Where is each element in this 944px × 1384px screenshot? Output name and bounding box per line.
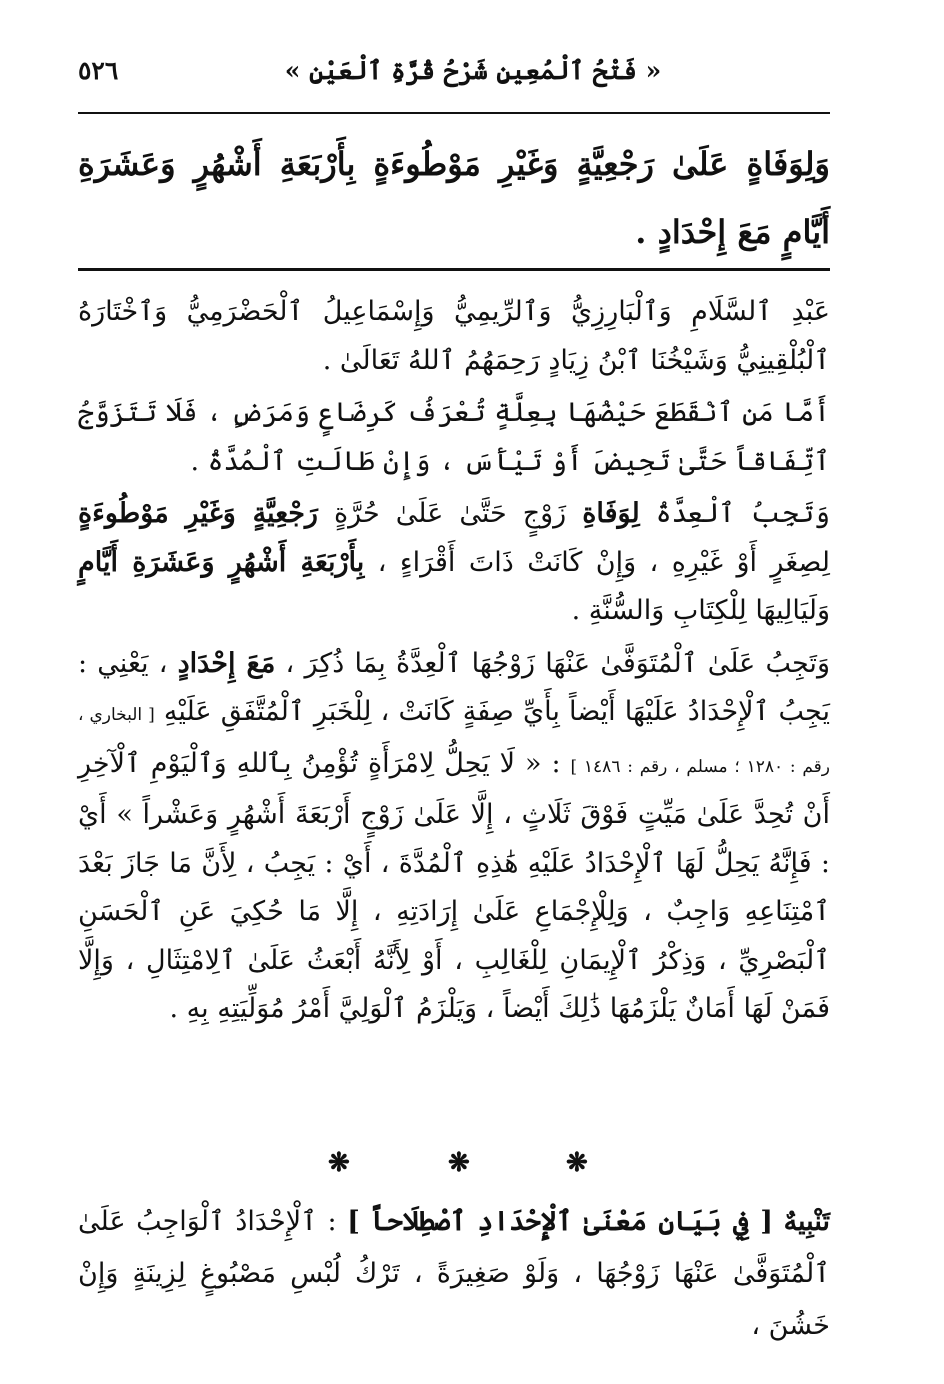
p4-matn: مَعَ إِحْدَادٍ bbox=[177, 647, 276, 679]
separator-star-middle: ❋ bbox=[448, 1148, 470, 1178]
commentary-paragraph-2: أَمَّا مَنِ ٱنْقَطَعَ حَيْضُهَا بِعِلَّةٍ تُعْرَفُ كَرِضَاعٍ وَمَرَضٍ ، فَلَا تَتَزَوَّجُ ٱتِّفَاقاً حَتَّىٰ تَحِيضَ أَوْ تَيْأَسَ ، وَإِنْ طَالَتِ ٱلْمُدَّةُ . bbox=[78, 397, 830, 477]
tanbih-text: : ٱلْإِحْدَادُ ٱلْوَاجِبُ عَلَىٰ ٱلْمُتَوَفَّىٰ عَنْهَا زَوْجُهَا ، وَلَوْ صَغِيرَةً ، تَرْكُ لُبْسِ مَصْبُوغٍ لِزِينَةٍ وَإِنْ خَشُنَ ، bbox=[78, 1206, 830, 1341]
p3-matn-c: بِأَرْبَعَةِ أَشْهُرٍ وَعَشَرَةِ أَيَّامٍ bbox=[78, 546, 365, 578]
book-page bbox=[78, 52, 830, 1352]
page-header bbox=[78, 56, 830, 96]
tanbih-section bbox=[78, 1196, 830, 1352]
p3-text-b: زَوْجٍ حَتَّىٰ عَلَىٰ حُرَّةٍ bbox=[317, 498, 583, 529]
commentary-paragraph-3 bbox=[78, 490, 830, 636]
p4-text-c: : « لَا يَحِلُّ لِامْرَأَةٍ تُؤْمِنُ بِٱللهِ وَٱلْيَوْمِ ٱلْآخِرِ أَنْ تُحِدَّ عَلَىٰ مَيِّتٍ فَوْقَ ثَلَاثٍ ، إِلَّا عَلَىٰ زَوْجٍ أَرْبَعَةَ أَشْهُرٍ وَعَشْراً » أَيْ : فَإِنَّهُ يَحِلُّ لَهَا ٱلْإِحْدَادُ عَلَيْهِ هَٰذِهِ ٱلْمُدَّةَ ، أَيْ : يَجِبُ ، لِأَنَّ مَا جَازَ بَعْدَ ٱمْتِنَاعِهِ وَاجِبٌ ، وَلِلْإِجْمَاعِ عَلَىٰ إِرَادَتِهِ ، إِلَّا مَا حُكِيَ عَنِ ٱلْحَسَنِ ٱلْبَصْرِيِّ ، وَذِكْرُ ٱلْإِيمَانِ لِلْغَالِبِ ، أَوْ لِأَنَّهُ أَبْعَثُ عَلَىٰ ٱلِامْتِثَالِ ، وَإِلَّا فَمَنْ لَهَا أَمَانٌ يَلْزَمُهَا ذَٰلِكَ أَيْضاً ، وَيَلْزَمُ ٱلْوَلِيَّ أَمْرُ مُوَلِّيَتِهِ بِهِ . bbox=[78, 747, 830, 1024]
running-title: « فَتْحُ ٱلْمُعِينِ شَرْحُ قُرَّةِ ٱلْعَيْنِ » bbox=[284, 56, 662, 85]
p3-text-c: لِصِغَرٍ أَوْ غَيْرِهِ ، وَإِنْ كَانَتْ ذَاتَ أَقْرَاءٍ ، bbox=[364, 546, 830, 578]
tanbih-heading: [ فِي بَيَانِ مَعْنَىٰ ٱلْإِحْدَادِ ٱصْطِلَاحاً ] bbox=[347, 1206, 774, 1237]
separator-star-left: ❋ bbox=[328, 1148, 350, 1178]
p4-text-a: وَتَجِبُ عَلَىٰ ٱلْمُتَوَفَّىٰ عَنْهَا زَوْجُهَا ٱلْعِدَّةُ بِمَا ذُكِرَ ، bbox=[275, 647, 830, 679]
commentary-paragraph-4 bbox=[78, 640, 830, 1034]
p3-text-a: وَتَجِبُ ٱلْعِدَّةُ bbox=[639, 498, 830, 529]
tanbih-label: تَنْبِيهٌ bbox=[783, 1206, 830, 1237]
matn-commentary-divider bbox=[78, 268, 830, 271]
page-number: ٥٢٦ bbox=[78, 56, 119, 85]
p3-matn-a: لِوَفَاةِ bbox=[582, 498, 640, 529]
section-separator bbox=[78, 1148, 830, 1178]
p3-text-d: وَلَيَالِيهَا لِلْكِتَابِ وَالسُّنَّةِ . bbox=[571, 595, 830, 626]
separator-star-right: ❋ bbox=[566, 1148, 588, 1178]
header-rule bbox=[78, 112, 830, 114]
hadith-source-reference: [ البخاري ، رقم : ١٢٨٠ ؛ مسلم ، رقم : ١٤٨٦ ] bbox=[78, 705, 831, 777]
commentary-paragraph-1: عَبْدِ ٱلسَّلَامِ وَٱلْبَارِزِيُّ وَٱلرِّيمِيُّ وَإِسْمَاعِيلُ ٱلْحَضْرَمِيُّ وَٱخْتَارَهُ ٱلْبُلْقِينِيُّ وَشَيْخُنَا ٱبْنُ زِيَادٍ رَحِمَهُمُ ٱللهُ تَعَالَىٰ . bbox=[78, 296, 830, 376]
p3-matn-b: رَجْعِيَّةٍ وَغَيْرِ مَوْطُوءَةٍ bbox=[78, 498, 318, 529]
commentary bbox=[78, 288, 830, 1038]
matn-text: وَلِوَفَاةٍ عَلَىٰ رَجْعِيَّةٍ وَغَيْرِ مَوْطُوءَةٍ بِأَرْبَعَةِ أَشْهُرٍ وَعَشَرَةِ أَيَّامٍ مَعَ إِحْدَادٍ . bbox=[78, 145, 830, 251]
p4-text-b: ، يَعْنِي : يَجِبُ ٱلْإِحْدَادُ عَلَيْهَا أَيْضاً بِأَيِّ صِفَةٍ كَانَتْ ، لِلْخَبَرِ ٱلْمُتَّفَقِ عَلَيْهِ bbox=[78, 647, 830, 727]
